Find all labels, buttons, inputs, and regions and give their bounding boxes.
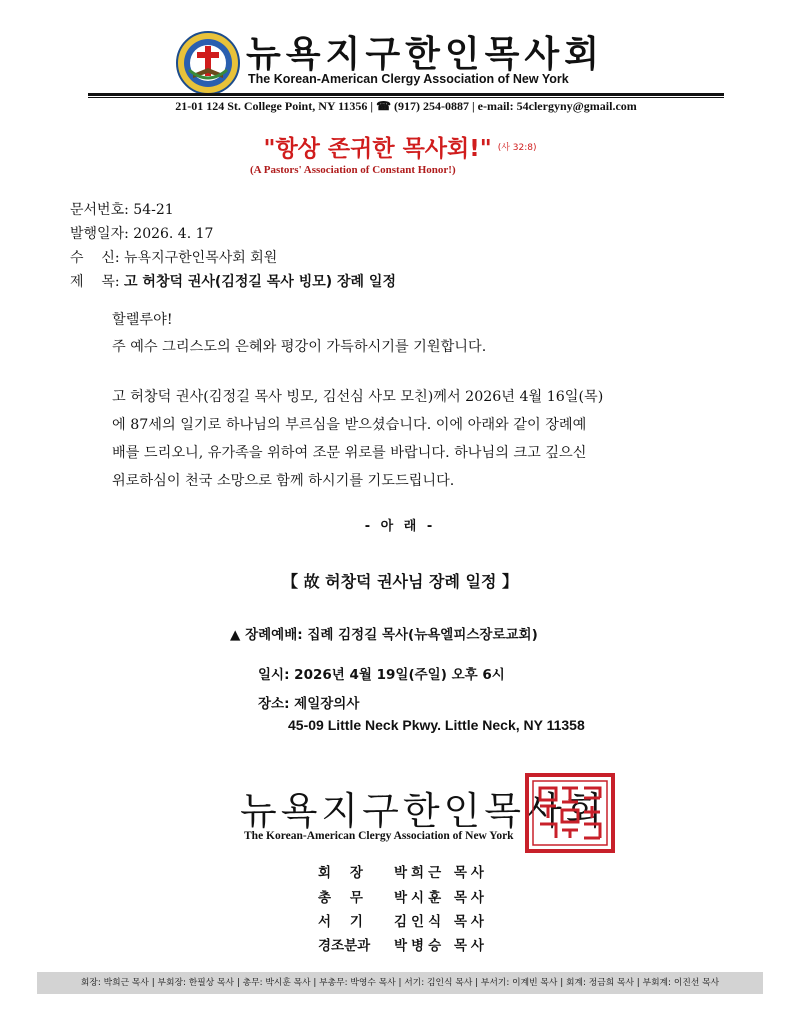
schedule-title: 【 故 허창덕 권사님 장례 일정 】 [282, 572, 518, 591]
motto-text: "항상 존귀한 목사회!" [263, 136, 492, 162]
signature-org-name: 뉴욕지구한인목사회 [240, 789, 607, 833]
org-name-ko: 뉴욕지구한인목사회 [246, 34, 604, 75]
greeting: 할렐루야! [112, 312, 173, 328]
header-rule-thick [88, 93, 724, 96]
motto-english: (A Pastors' Association of Constant Honor!) [250, 164, 456, 176]
officer-row: 총 무 박시훈 목사 [318, 890, 488, 906]
meta-recipient: 수 신: 뉴욕지구한인목사회 회원 [70, 250, 278, 266]
meta-doc-number: 문서번호: 54-21 [70, 202, 174, 218]
officer-row: 서 기 김인식 목사 [318, 914, 488, 930]
paragraph-line: 고 허창덕 권사(김정길 목사 빙모, 김선심 사모 모친)께서 2026년 4월 16일(목) [112, 389, 604, 405]
officer-row: 회 장 박희근 목사 [318, 865, 488, 881]
motto-ref: (사 32:8) [497, 143, 537, 153]
contact-line: 21-01 124 St. College Point, NY 11356 | ☎ (917) 254-0887 | e-mail: 54clergyny@gmail.com [175, 99, 637, 113]
meta-date: 발행일자: 2026. 4. 17 [70, 226, 214, 242]
meta-subject: 제 목: 고 허창덕 권사(김정길 목사 빙모) 장례 일정 [70, 274, 396, 290]
motto [0, 130, 800, 163]
service-line: ▲ 장례예배: 집례 김정길 목사(뉴욕엘피스장로교회) [230, 627, 538, 643]
org-logo-icon [175, 30, 241, 96]
paragraph-line: 에 87세의 일기로 하나님의 부르심을 받으셨습니다. 이에 아래와 같이 장례예 [112, 417, 587, 433]
blessing: 주 예수 그리스도의 은혜와 평강이 가득하시기를 기원합니다. [112, 339, 487, 355]
org-name-en: The Korean-American Clergy Association of New York [248, 72, 569, 86]
header-rule-thin [88, 97, 724, 98]
place-line: 장소: 제일장의사 [258, 696, 360, 712]
paragraph-line: 위로하심이 천국 소망으로 함께 하시기를 기도드립니다. [112, 473, 455, 489]
paragraph-line: 배를 드리오니, 유가족을 위하여 조문 위로를 바랍니다. 하나님의 크고 깊으신 [112, 445, 587, 461]
signature-org-name-en: The Korean-American Clergy Association of New York [244, 830, 514, 842]
address-line: 45-09 Little Neck Pkwy. Little Neck, NY 11358 [288, 717, 585, 733]
below-heading: - 아 래 - [364, 519, 436, 534]
official-seal-icon [524, 772, 616, 854]
time-line: 일시: 2026년 4월 19일(주일) 오후 6시 [258, 667, 505, 683]
officer-row: 경조분과 박병승 목사 [318, 938, 488, 954]
footer-officers: 회장: 박희근 목사 | 부회장: 한필상 목사 | 총무: 박시훈 목사 | 부총무: 박영수 목사 | 서기: 김인식 목사 | 부서기: 이계빈 목사 | 회계: 정금희 목사 | 부회계: 이진선 목사 [37, 972, 763, 994]
